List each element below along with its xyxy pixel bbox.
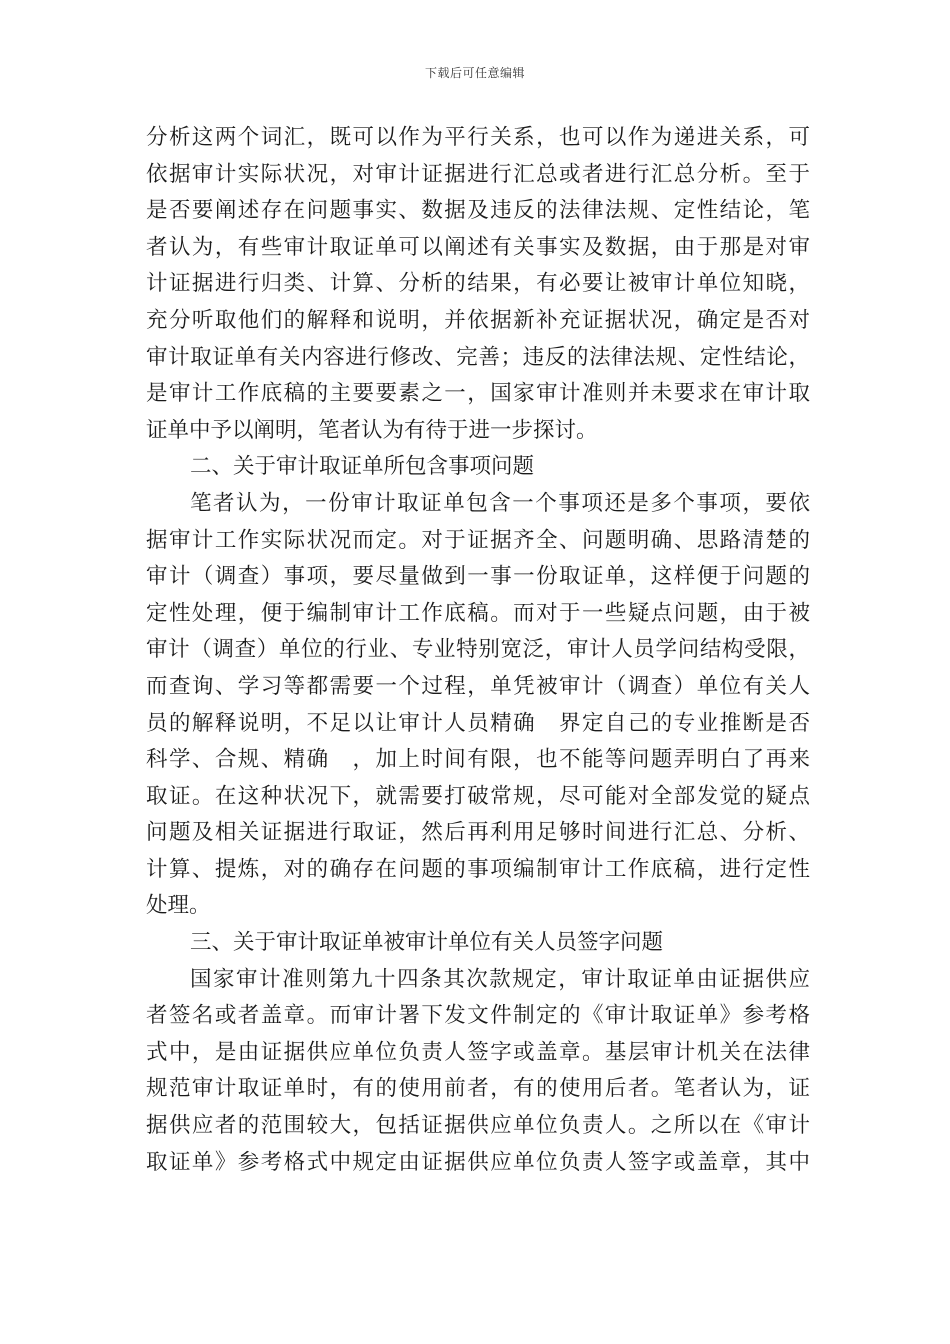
text-line: 据审计工作实际状况而定。对于证据齐全、问题明确、思路清楚的 (146, 527, 810, 553)
text-line: 计算、提炼，对的确存在问题的事项编制审计工作底稿，进行定性 (146, 856, 810, 882)
text-line: 国家审计准则第九十四条其次款规定，审计取证单由证据供应 (190, 966, 810, 992)
text-line: 处理。 (146, 893, 211, 919)
page-header: 下载后可任意编辑 (424, 66, 525, 80)
text-line: 规范审计取证单时，有的使用前者，有的使用后者。笔者认为，证 (146, 1076, 810, 1102)
text-line: 是审计工作底稿的主要要素之一，国家审计准则并未要求在审计取 (146, 381, 810, 407)
text-line: 依据审计实际状况，对审计证据进行汇总或者进行汇总分析。至于 (146, 161, 810, 187)
text-line: 审计（调查）事项，要尽量做到一事一份取证单，这样便于问题的 (146, 564, 810, 590)
text-line: 分析这两个词汇，既可以作为平行关系，也可以作为递进关系，可 (146, 125, 810, 150)
text-line: 员的解释说明，不足以让审计人员精确 界定自己的专业推断是否 (146, 710, 810, 736)
text-line: 三、关于审计取证单被审计单位有关人员签字问题 (190, 930, 664, 956)
text-line: 取证。在这种状况下，就需要打破常规，尽可能对全部发觉的疑点 (146, 783, 810, 809)
text-line: 二、关于审计取证单所包含事项问题 (190, 454, 535, 480)
text-line: 式中，是由证据供应单位负责人签字或盖章。基层审计机关在法律 (146, 1039, 810, 1065)
text-line: 科学、合规、精确 ，加上时间有限，也不能等问题弄明白了再来 (146, 747, 810, 773)
text-line: 计证据进行归类、计算、分析的结果，有必要让被审计单位知晓， (146, 271, 810, 297)
text-line: 者签名或者盖章。而审计署下发文件制定的《审计取证单》参考格 (146, 1003, 810, 1029)
text-line: 据供应者的范围较大，包括证据供应单位负责人。之所以在《审计 (146, 1113, 810, 1139)
document-body (146, 120, 810, 1181)
text-line: 取证单》参考格式中规定由证据供应单位负责人签字或盖章，其中 (146, 1149, 810, 1175)
text-line: 笔者认为，一份审计取证单包含一个事项还是多个事项，要依 (190, 490, 810, 516)
text-line: 证单中予以阐明，笔者认为有待于进一步探讨。 (146, 417, 598, 443)
text-line: 问题及相关证据进行取证，然后再利用足够时间进行汇总、分析、 (146, 820, 810, 846)
text-line: 审计取证单有关内容进行修改、完善；违反的法律法规、定性结论， (146, 344, 810, 370)
text-line: 审计（调查）单位的行业、专业特别宽泛，审计人员学问结构受限， (146, 637, 810, 663)
text-line: 者认为，有些审计取证单可以阐述有关事实及数据，由于那是对审 (146, 234, 810, 260)
text-line: 是否要阐述存在问题事实、数据及违反的法律法规、定性结论，笔 (146, 198, 810, 224)
text-line: 定性处理，便于编制审计工作底稿。而对于一些疑点问题，由于被 (146, 600, 810, 626)
text-line: 而查询、学习等都需要一个过程，单凭被审计（调查）单位有关人 (146, 673, 810, 699)
text-line: 充分听取他们的解释和说明，并依据新补充证据状况，确定是否对 (146, 307, 810, 333)
